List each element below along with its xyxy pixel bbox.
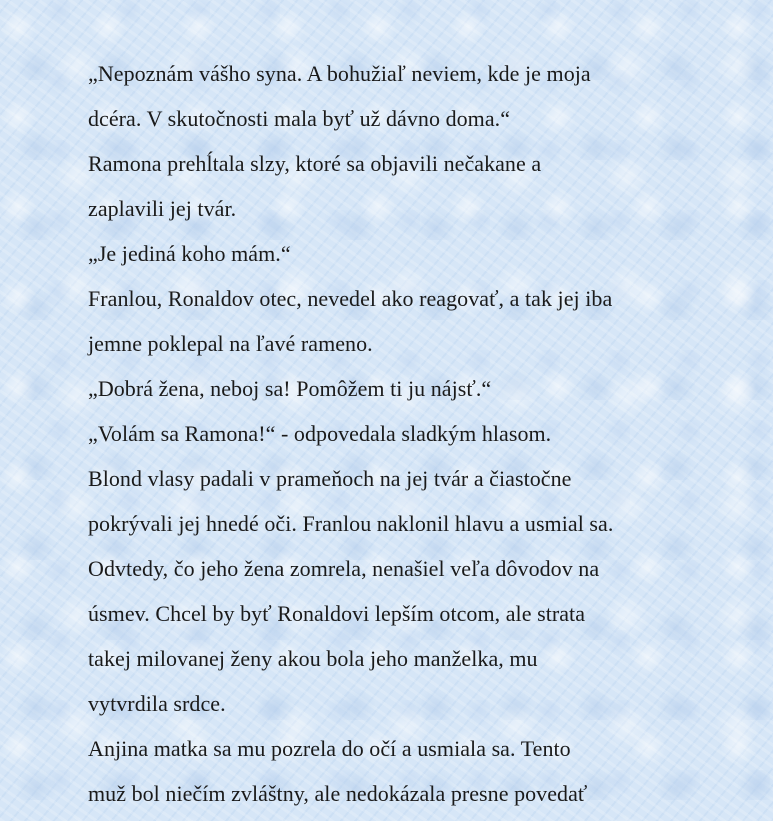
text-line: Odvtedy, čo jeho žena zomrela, nenašiel veľa dôvodov na (88, 556, 600, 581)
text-line: zaplavili jej tvár. (88, 196, 237, 221)
text-line: Franlou, Ronaldov otec, nevedel ako reagovať, a tak jej iba (88, 286, 613, 311)
text-line: Blond vlasy padali v prameňoch na jej tvár a čiastočne (88, 466, 572, 491)
text-line: „Je jediná koho mám.“ (88, 241, 291, 266)
text-line: Ramona prehĺtala slzy, ktoré sa objavili nečakane a (88, 151, 542, 176)
text-line: Anjina matka sa mu pozrela do očí a usmiala sa. Tento (88, 736, 571, 761)
text-line: „Nepoznám vášho syna. A bohužiaľ neviem, kde je moja (88, 61, 591, 86)
text-line: jemne poklepal na ľavé rameno. (88, 331, 373, 356)
text-line: pokrývali jej hnedé oči. Franlou naklonil hlavu a usmial sa. (88, 511, 614, 536)
text-line: takej milovanej ženy akou bola jeho manželka, mu (88, 646, 538, 671)
text-line: muž bol niečím zvláštny, ale nedokázala presne povedať (88, 781, 588, 806)
text-line: vytvrdila srdce. (88, 691, 226, 716)
text-line: dcéra. V skutočnosti mala byť už dávno doma.“ (88, 106, 511, 131)
text-line: úsmev. Chcel by byť Ronaldovi lepším otcom, ale strata (88, 601, 586, 626)
story-text (88, 51, 748, 816)
text-line: „Volám sa Ramona!“ - odpovedala sladkým hlasom. (88, 421, 552, 446)
text-line: „Dobrá žena, neboj sa! Pomôžem ti ju nájsť.“ (88, 376, 492, 401)
